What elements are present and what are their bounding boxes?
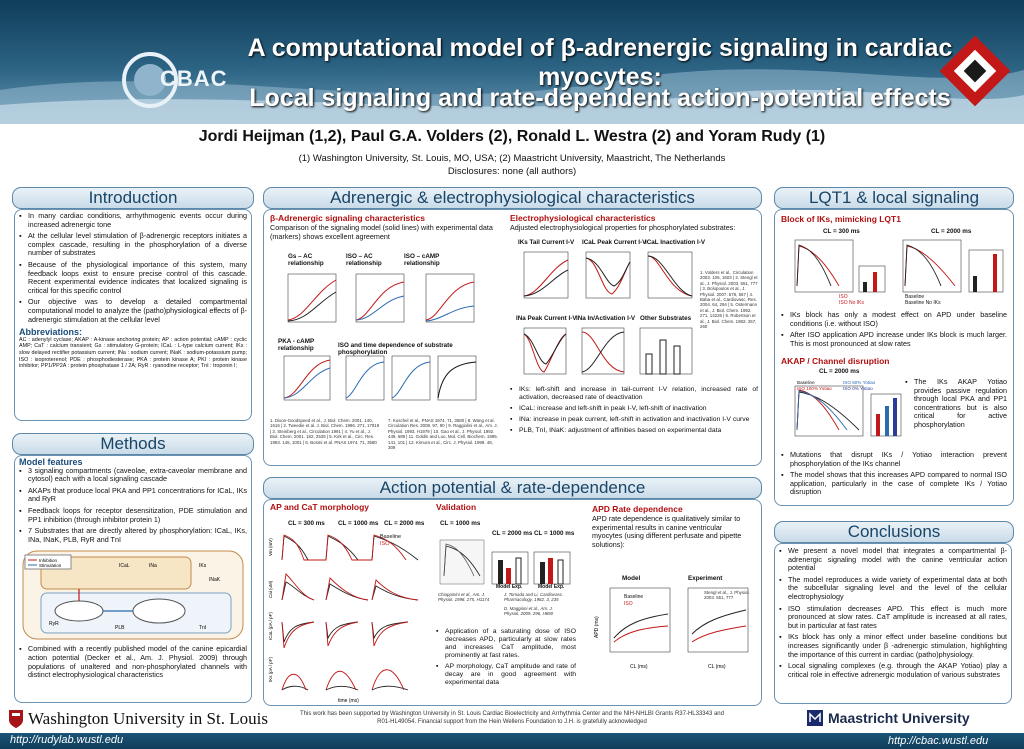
iks-block-subheading: Block of IKs, mimicking LQT1 [781,214,901,224]
conclusion-bullet: ▪ The model reproduces a wide variety of experimental data at both the subcellular signaling level and the level of the cellular electrophysiology [779,576,1007,602]
methods-panel [14,455,252,703]
abbreviations-text: AC : adenylyl cyclase; AKAP : A-kinase anchoring protein; AP : action potential; cAMP : cyclic AMP; CaT : calcium transient; Gs : stimulatory G-protein; ICaL : L-type calcium current; IKs : slow delayed rectifier potassium current; INa : sodium current; INaK : sodium-potassium pump; ISO : isoproterenol; PDE : phosphodiesterase; PKA : protein kinase A; PKI : protein kinase inhibitor; PP1/PP2A : protein phosphatase 1 / 2A; RyR : ryanodine receptor; TnI : troponin I; [19,336,247,370]
apd-legend-iso: ISO [624,601,633,607]
author-list: Jordi Heijman (1,2), Paul G.A. Volders (2), Ronald L. Westra (2) and Yoram Rudy (1) [198,128,826,145]
ep-charts-row2 [510,324,696,386]
maastricht-logo-text: Maastricht University [828,710,970,726]
validation-bullet: ▪ Application of a saturating dose of ISO decreases APD, particularly at slow rates and increases CaT amplitude, most prominently at fast rates. [436,628,576,660]
apd-chart-title-model: Model [622,575,641,582]
diagram-label-ina: INa [149,563,157,570]
lqt1-bullet: ▪ After ISO application APD increase under IKs block is much larger. This is most pronounced at slow rates [781,331,1007,348]
lqt1-panel [774,209,1014,506]
disclosures: Disclosures: none (all authors) [447,166,577,177]
methods-bullet: ▪ Combined with a recently published model of the canine epicardial action potential (Decker et al., Am. J. Physiol. 2009) through populations of unaltered and non-phosphorylated channels with distinct electrophysiological characteristics [19,645,247,679]
row-label-ical: ICaL (pA / pF) [268,612,273,640]
ep-subheading: Electrophysiological characteristics [510,213,656,223]
panel-title-pka-camp: PKA - cAMP relationship [278,338,315,352]
validation-cl-2000: CL = 2000 ms [492,530,533,537]
section-heading-methods: Methods [12,433,254,455]
cl-label-2000: CL = 2000 ms [384,520,425,527]
intro-bullet: ▪ In many cardiac conditions, arrhythmogenic events occur during increased adrenergic tone [19,212,247,229]
validation-bullet: ▪ AP morphology, CaT amplitude and rate of decay are in good agreement with experimental data [436,663,576,687]
ep-title-ina-inact: INa In/Activation I-V [576,315,636,322]
beta-signaling-subheading: β-Adrenergic signaling characteristics [270,213,425,223]
wustl-logo-text: Washington University in St. Louis [28,709,268,728]
validation-axis-model-exp-b: Model Exp. [538,584,565,590]
legend-akap-iso-0: ISO 0% Yotiao [843,385,873,391]
legend-akap-iso-50: ISO 50% Yotiao [843,380,876,385]
iks-block-bullets [781,311,1007,351]
section-heading-lqt1: LQT1 & local signaling [774,187,1014,209]
ep-charts-row1 [510,248,696,312]
apd-x-label-exp: CL (ms) [708,664,726,670]
poster-title-line1: A computational model of β-adrenergic signaling in cardiac myocytes: [247,34,953,91]
ap-morphology-charts [268,530,434,704]
cai-traces [282,574,418,600]
ical-traces [282,622,408,648]
akap-bullets [781,451,1007,500]
apd-chart-title-experiment: Experiment [688,575,723,582]
poster-title-line2: Local signaling and rate-dependent action-potential effects [249,84,951,112]
ep-bullet: ▪ ICaL: increase and left-shift in peak I-V, left-shift of inactivation [510,405,758,413]
ep-title-other-substrates: Other Substrates [640,315,692,322]
akap-legend-right [843,380,875,391]
legend-akap-iso-100: ISO 100% Yotiao [797,385,832,391]
intro-bullet: ▪ Our objective was to develop a detailed compartmental computational model to analyze the (patho)physiological effects of β-adrenergic stimulation at the cellular level [19,298,247,324]
legend-iso-no-iks: ISO No IKs [839,300,865,306]
signaling-charts-row2 [270,354,500,412]
cbac-logo: CBAC [160,66,228,91]
akap-side-text-container [905,378,1007,433]
section-heading-introduction: Introduction [12,187,254,209]
conclusions-panel [774,543,1012,704]
akap-side-text: ▪ The IKs AKAP Yotiao provides passive regulation through local PKA and PP1 concentrations but is also critical for active phosphorylation [905,378,1007,430]
ep-references: 1. Volders et al., Circulation 2003. 106, 1603 | 2. Stengl et al., J. Physiol. 2003. 551, 777 | 3. Bolopoulos et al., J. Physiol. 2007. 578, 567 | 4. Baba et al., Cardiovasc. Res. 2004. 64, 294 | 5. Ostermann et al., J. Biol. Chem. 1992. 271, 14226 | 6. Robertson et al., J. Biol. Chem. 1982. 257, 260 [700,270,758,330]
chart-gs-ac [288,274,336,322]
apd-reference: Stengl et al., J. Physiol. 2003. 551, 777 [704,590,750,601]
iks-block-legend-2 [905,294,941,306]
row-label-iks: IKs (pA / pF) [268,656,273,682]
ep-bullet: ▪ IKs: left-shift and increase in tail-current I-V relation, increased rate of activation, decreased rate of deactivation [510,386,758,402]
ep-title-ina-peak: INa Peak Current I-V [516,315,577,322]
legend-baseline: Baseline [380,534,402,540]
signaling-model-diagram [19,547,247,643]
legend-baseline-no-iks: Baseline No IKs [905,300,941,306]
adrenergic-panel [263,209,762,466]
iks-block-legend [839,294,864,306]
apd-x-label-model: CL (ms) [630,664,648,670]
ep-bullet: ▪ PLB, TnI, INaK: adjustment of affinities based on experimental data [510,427,758,435]
conclusion-bullet: ▪ Local signaling complexes (e.g. through the AKAP Yotiao) play a critical role in effective adrenergic modulation of various substrates [779,662,1007,679]
iks-traces [282,670,408,690]
lqt1-cl-300: CL = 300 ms [823,228,860,235]
methods-bullet: ▪ 7 Substrates that are directly altered by phosphorylation: ICaL, IKs, INa, INaK, PLB, RyR and TnI [19,527,247,544]
section-heading-adrenergic: Adrenergic & electrophysiological characteristics [263,187,762,209]
iks-block-charts [779,236,1009,306]
diagram-label-tni: TnI [199,625,207,632]
wustl-shield-icon [8,709,24,729]
apd-legend-baseline: Baseline [624,594,644,600]
diagram-label-plb: PLB [115,625,125,632]
ep-title-ical-inact: ICaL Inactivation I-V [645,239,706,246]
chart-iso-camp [426,274,474,322]
apd-rate-subheading: APD Rate dependence [592,504,683,514]
signaling-references-right: 7. Kuschel et al., PNAS 1974. 71, 3580 | 8. Wang et al. Circulation Res. 2008. 97, 90 | 9. Raggiolini et al., Am. J. Physiol. 1993. H1979 | 10. Gao et al., J. Physiol. 1992. 449, 689 | 11. Goldin and Luo, Mol. Cell. Biochem. 1995. 141, 101 | 12. Kimura et al., Circ. J. Physiol. 1998. 48, 309 [388,418,498,451]
methods-subheading: Model features [19,457,83,467]
panel-title-iso-ac: ISO – AC relationship [346,253,382,267]
methods-bullet: ▪ 3 signaling compartments (caveolae, extra-caveolar membrane and cytosol) each with a local signaling cascade [19,467,247,484]
panel-title-substrate-phosphorylation: ISO and time dependence of substrate phosphorylation [338,342,453,356]
time-axis-label: time (ms) [338,698,359,704]
action-potential-panel [263,499,762,706]
cbac-url-link[interactable]: http://cbac.wustl.edu [888,735,989,747]
ap-morphology-subheading: AP and CaT morphology [270,502,370,512]
akap-subheading: AKAP / Channel disruption [781,356,890,366]
cl-label-1000: CL = 1000 ms [338,520,379,527]
cl-label-300: CL = 300 ms [288,520,325,527]
ep-title-iks-tail: IKs Tail Current I-V [518,239,575,246]
beta-signaling-description: Comparison of the signaling model (solid lines) with experimental data (markers) shows excellent agreement [270,223,493,241]
footer-bar [0,733,1024,749]
ep-bullets [510,386,758,438]
conclusion-bullet: ▪ ISO stimulation decreases APD. This effect is much more pronounced at slow rates. CaT amplitude is increased at all rates, but in particular at fast rates [779,605,1007,631]
legend-iso: ISO [380,541,390,547]
legend-akap-baseline: Baseline [797,380,815,385]
row-label-vm: Vm (mV) [268,538,273,556]
validation-ref-1: Chiappinini et al., Am. J. Physiol. 1998. 275, H1174 [438,592,490,603]
legend-iso: ISO [839,294,848,300]
validation-bullets [436,628,576,690]
panel-title-iso-camp: ISO – cAMP relationship [404,253,440,267]
validation-ref-2: J. Tomada and Li, Cardiovasc. Pharmacology. 1982. 3, 235 [504,592,564,603]
diagram-label-ical: ICaL [119,563,130,570]
legend-inhibition-label: Inhibition [39,558,58,564]
chart-iso-ac [356,274,404,322]
affiliations: (1) Washington University, St. Louis, MO, USA; (2) Maastricht University, Maastricht, The Netherlands [298,153,726,164]
lqt1-cl-2000: CL = 2000 ms [931,228,972,235]
validation-ref-3: D. Maggioni et al., Am. J. Physiol. 2009. 296, H690 [504,606,554,617]
akap-bullet: ▪ The model shows that this increases APD compared to normal ISO application, particularly in the case of complete IKs / Yotiao disruption [781,471,1007,497]
apd-rate-description: APD rate dependence is qualitatively similar to experimental results in canine ventricular myocytes (using different perfusate and pipette solutions): [592,514,742,549]
legend-baseline: Baseline [905,294,925,300]
conclusion-bullet: ▪ We present a novel model that integrates a compartmental β-adrenergic signaling model with the canine ventricular action potential [779,547,1007,573]
abbreviations-heading: Abbreviations: [19,327,83,338]
funding-acknowledgement: This work has been supported by Washington University in St. Louis Cardiac Bioelectricity and Arrhythmia Center and the NIH-NHLBI Grants R37-HL33343 and R01-HL49054. Financial support from the Hein Wellens Foundation to J.H. is gratefully acknowledged [300,711,724,725]
apd-y-label: APD (ms) [594,616,600,638]
akap-cl-2000: CL = 2000 ms [819,368,860,375]
panel-title-gs-ac: Gs – AC relationship [288,253,324,267]
ep-bullet: ▪ INa: increase in peak current, left-shift in activation and inactivation I-V curve [510,416,758,424]
validation-charts [436,538,576,588]
intro-bullet: ▪ At the cellular level stimulation of β-adrenergic receptors initiates a complex cascade, resulting in the phosphorylation of a diverse number of substrates [19,232,247,258]
rudylab-url-link[interactable]: http://rudylab.wustl.edu [10,734,124,746]
diagram-label-inak: INaK [209,577,221,584]
methods-bullet: ▪ Feedback loops for receptor desensitization, PDE stimulation and PP1 inhibition (through inhibitor protein 1) [19,507,247,524]
validation-cl-1000: CL = 1000 ms [440,520,481,527]
section-heading-conclusions: Conclusions [774,521,1014,543]
validation-subheading: Validation [436,502,477,512]
introduction-panel [14,209,252,421]
maastricht-logo-icon [806,709,824,727]
conclusion-bullet: ▪ IKs block has only a minor effect under baseline conditions but increases significantly under β -adrenergic stimulation, highlighting the importance of this current in cardiac (patho)physiology. [779,633,1007,659]
validation-axis-model-exp: Model Exp. [496,584,523,590]
intro-bullet: ▪ Because of the physiological importance of this system, many feedback loops exist to ensure precise control of this cascade. Recent experimental evidence indicates that localized signaling is critical for this specific control [19,261,247,295]
section-heading-action-potential: Action potential & rate-dependence [263,477,762,499]
ep-description: Adjusted electrophysiological properties for phosphorylated substrates: [510,223,736,232]
diagram-label-ryr: RyR [49,621,59,628]
legend-stimulation-label: Stimulation [39,563,62,569]
signaling-charts-row1 [270,272,500,338]
diagram-label-iks: IKs [199,563,207,570]
lqt1-bullet: ▪ IKs block has only a modest effect on APD under baseline conditions (i.e. without ISO) [781,311,1007,328]
row-label-cai: Cai (uM) [268,580,273,598]
akap-legend-left [797,380,832,391]
signaling-references-left: 1. Dixon-Goodspeed et al., J. Biol. Chem. 2001. 140, 1616 | 2. Tweedie et al. J. Biol. Chem. 1996. 271, 17919 | 3. Steinberg et al., Circulation 1991 | 4. Yu et al., J. Biol. Chem. 2001. 182, 2535 | 5. Kirk et al., Circ. Res. 1993. 145, 1001 | 6. Bosmi et al. PNAS 1974. 71, 3580 [270,418,380,445]
akap-bullet: ▪ Mutations that disrupt IKs / Yotiao interaction prevent phosphorylation of the IKs channel [781,451,1007,468]
validation-cl-1000-b: CL = 1000 ms [534,530,575,537]
ep-title-ical-peak: ICaL Peak Current I-V [582,239,647,246]
methods-bullet: ▪ AKAPs that produce local PKA and PP1 concentrations for ICaL, IKs and RyR [19,487,247,504]
